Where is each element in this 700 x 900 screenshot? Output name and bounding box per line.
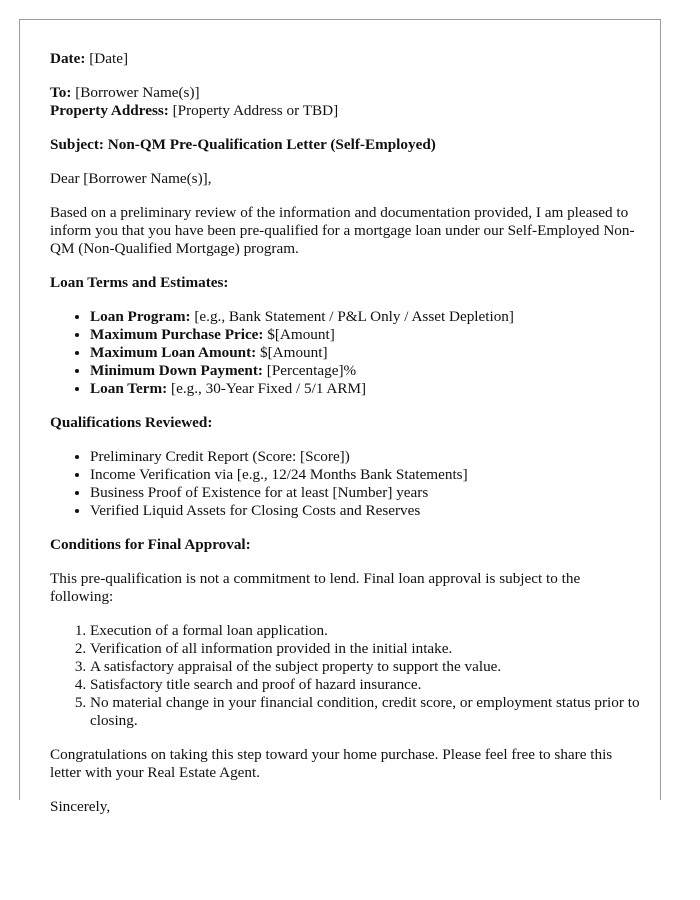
condition-item: 4. Satisfactory title search and proof of hazard insurance. bbox=[90, 676, 640, 694]
date-value: [Date] bbox=[89, 50, 129, 67]
signoff: Sincerely, bbox=[50, 798, 111, 815]
qualifications-list bbox=[50, 448, 640, 520]
to-line bbox=[50, 84, 640, 102]
loan-term-item bbox=[90, 308, 640, 326]
subject-label: Subject: bbox=[50, 136, 104, 153]
loan-term-value: $[Amount] bbox=[260, 344, 328, 361]
letter-content bbox=[50, 50, 640, 832]
intro-paragraph: Based on a preliminary review of the information and documentation provided, I am pleased to inform you that you have been pre-qualified for a mortgage loan under our Self-Employed Non-QM (Non-Qualified Mortgage) program. bbox=[50, 204, 635, 257]
condition-item: 5. No material change in your financial condition, credit score, or employment status prior to closing. bbox=[90, 694, 640, 730]
loan-term-value: [Percentage]% bbox=[266, 362, 357, 379]
conditions-heading: Conditions for Final Approval: bbox=[50, 536, 251, 553]
loan-term-label: Maximum Loan Amount: bbox=[90, 344, 257, 361]
conditions-intro: This pre-qualification is not a commitment to lend. Final loan approval is subject to the following: bbox=[50, 570, 581, 605]
loan-term-label: Minimum Down Payment: bbox=[90, 362, 263, 379]
loan-term-label: Maximum Purchase Price: bbox=[90, 326, 264, 343]
qualification-item: • Business Proof of Existence for at least [Number] years bbox=[90, 484, 640, 502]
to-value: [Borrower Name(s)] bbox=[75, 84, 200, 101]
loan-terms-list bbox=[50, 308, 640, 398]
loan-term-label: Loan Term: bbox=[90, 380, 168, 397]
property-address-value: [Property Address or TBD] bbox=[172, 102, 339, 119]
loan-term-item bbox=[90, 380, 640, 398]
qualification-item: • Verified Liquid Assets for Closing Costs and Reserves bbox=[90, 502, 640, 520]
subject-line bbox=[50, 136, 640, 154]
condition-item: 3. A satisfactory appraisal of the subject property to support the value. bbox=[90, 658, 640, 676]
date-line bbox=[50, 50, 640, 68]
letter-page bbox=[19, 19, 661, 815]
loan-term-value: $[Amount] bbox=[267, 326, 335, 343]
loan-term-item bbox=[90, 326, 640, 344]
loan-term-label: Loan Program: bbox=[90, 308, 191, 325]
recipient-block bbox=[50, 84, 640, 120]
subject-value: Non-QM Pre-Qualification Letter (Self-Employed) bbox=[107, 136, 436, 153]
qualification-item: • Preliminary Credit Report (Score: [Score]) bbox=[90, 448, 640, 466]
loan-term-item bbox=[90, 362, 640, 380]
condition-item: 2. Verification of all information provided in the initial intake. bbox=[90, 640, 640, 658]
property-address-label: Property Address: bbox=[50, 102, 169, 119]
to-label: To: bbox=[50, 84, 72, 101]
salutation: Dear [Borrower Name(s)], bbox=[50, 170, 212, 187]
condition-item: 1. Execution of a formal loan application. bbox=[90, 622, 640, 640]
loan-term-value: [e.g., Bank Statement / P&L Only / Asset Depletion] bbox=[194, 308, 514, 325]
qualifications-heading: Qualifications Reviewed: bbox=[50, 414, 213, 431]
date-label: Date: bbox=[50, 50, 86, 67]
loan-term-item bbox=[90, 344, 640, 362]
property-address-line bbox=[50, 102, 640, 120]
qualification-item: • Income Verification via [e.g., 12/24 Months Bank Statements] bbox=[90, 466, 640, 484]
loan-terms-heading: Loan Terms and Estimates: bbox=[50, 274, 229, 291]
conditions-list bbox=[50, 622, 640, 730]
loan-term-value: [e.g., 30-Year Fixed / 5/1 ARM] bbox=[171, 380, 367, 397]
closing-paragraph: Congratulations on taking this step toward your home purchase. Please feel free to share this letter with your Real Estate Agent. bbox=[50, 746, 613, 781]
